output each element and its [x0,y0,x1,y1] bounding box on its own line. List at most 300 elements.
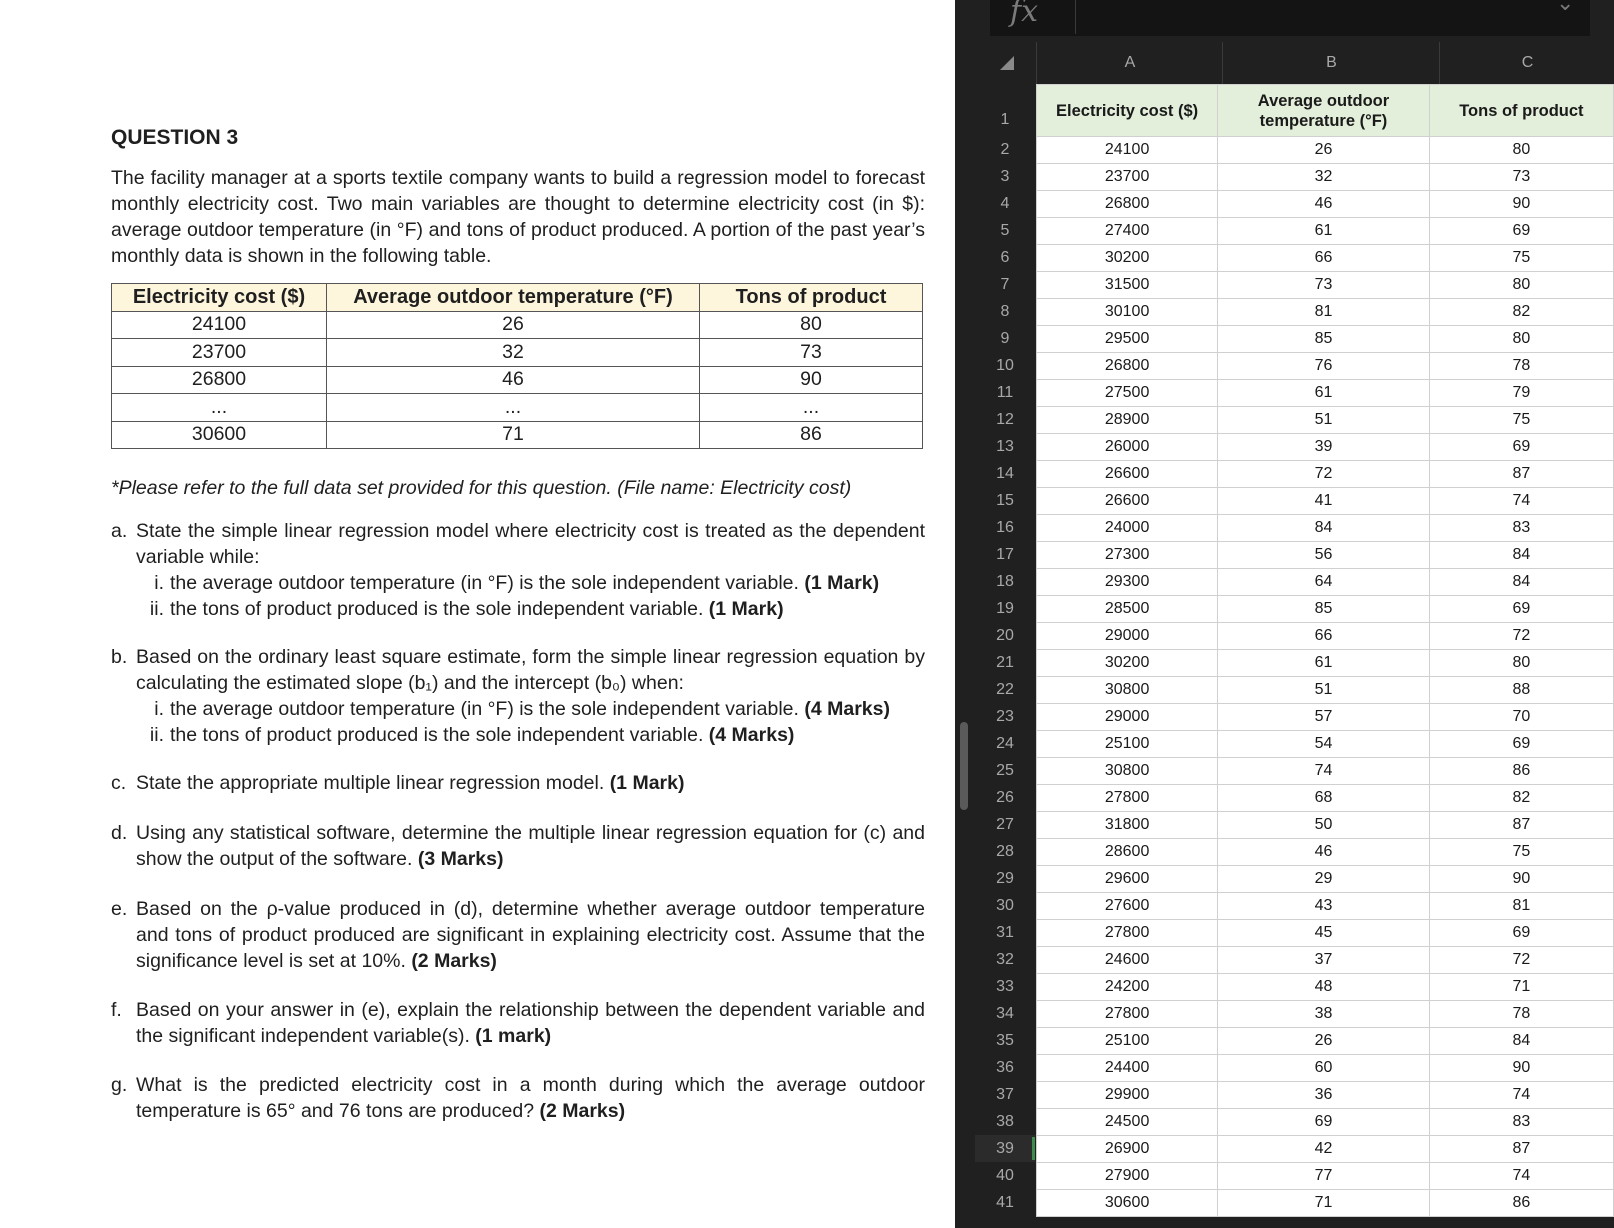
grid-cell[interactable]: 26900 [1037,1136,1218,1163]
row-header[interactable]: 26 [996,789,1014,806]
grid-row[interactable] [1037,920,1614,947]
grid-cell[interactable]: 30200 [1037,245,1218,272]
grid-cell[interactable]: 24600 [1037,947,1218,974]
part-text-body: Based on your answer in (e), explain the relationship between the dependent variable and the significant independent variable(s). [136,999,925,1047]
row-header[interactable]: 7 [1000,276,1010,293]
grid-cell[interactable]: 29900 [1037,1082,1218,1109]
sample-table-row [112,421,923,449]
sample-table-cell: 30600 [112,421,327,449]
grid-cell[interactable]: 29 [1218,866,1430,893]
formula-bar[interactable] [990,0,1590,36]
grid-header-cell-electricity[interactable]: Electricity cost ($) [1037,85,1218,137]
vertical-scrollbar[interactable] [960,722,968,810]
grid-cell[interactable]: 26800 [1037,191,1218,218]
grid-cell[interactable]: 61 [1218,380,1430,407]
subpart-label: i. [154,572,164,594]
grid-cell[interactable]: 30200 [1037,650,1218,677]
row-header[interactable]: 17 [996,546,1014,563]
column-header-b[interactable]: B [1222,42,1440,84]
grid-cell[interactable]: 27600 [1037,893,1218,920]
row-header[interactable]: 4 [1000,195,1010,212]
grid-cell[interactable]: 66 [1218,623,1430,650]
grid-row[interactable] [1037,731,1614,758]
grid-cell[interactable]: 74 [1429,1163,1613,1190]
part-label: c. [111,772,127,794]
grid-cell[interactable]: 27400 [1037,218,1218,245]
grid-cell[interactable]: 27500 [1037,380,1218,407]
grid-cell[interactable]: 27900 [1037,1163,1218,1190]
row-header[interactable]: 41 [996,1194,1014,1211]
grid-cell[interactable]: 69 [1429,731,1613,758]
part-row [111,518,925,570]
subpart-row [111,596,925,622]
question-intro: The facility manager at a sports textile company wants to build a regression model to forecast monthly electricity cost. Two main variables are thought to determine electricity cost (in $): average outdoor temperature (in °F) and tons of product produced. A portion of the past year’s monthly data is shown in the following table. [111,167,925,267]
part-row [111,896,925,974]
grid-row[interactable] [1037,1055,1614,1082]
grid-cell[interactable]: 88 [1429,677,1613,704]
subpart-text [164,696,925,722]
sample-table-header-row [112,284,923,312]
grid-cell[interactable]: 84 [1429,542,1613,569]
grid-cell[interactable]: 80 [1429,272,1613,299]
grid-row[interactable] [1037,191,1614,218]
part-label: a. [111,520,128,542]
grid-cell[interactable]: 69 [1218,1109,1430,1136]
row-header[interactable]: 29 [996,870,1014,887]
grid-cell[interactable]: 82 [1429,299,1613,326]
grid-cell[interactable]: 72 [1429,623,1613,650]
row-header[interactable]: 16 [996,519,1014,536]
dataset-note: *Please refer to the full data set provided for this question. (File name: Electricity cost) [111,477,852,499]
subpart-text-body: the average outdoor temperature (in °F) is the sole independent variable. [170,698,799,720]
grid-row[interactable] [1037,137,1614,164]
row-header[interactable]: 15 [996,492,1014,509]
part-label: g. [111,1074,128,1096]
grid-cell[interactable]: 26 [1218,1028,1430,1055]
grid-cell[interactable]: 60 [1218,1055,1430,1082]
row-header[interactable]: 36 [996,1059,1014,1076]
row-header[interactable]: 6 [1000,249,1010,266]
grid-cell[interactable]: 38 [1218,1001,1430,1028]
question-part [111,644,925,748]
grid-cell[interactable]: 46 [1218,839,1430,866]
grid-row[interactable] [1037,569,1614,596]
part-marks: (2 Marks) [411,950,497,972]
grid-row[interactable] [1037,1028,1614,1055]
row-header[interactable]: 14 [996,465,1014,482]
row-headers [975,84,1035,1216]
grid-row[interactable] [1037,299,1614,326]
grid-cell[interactable]: 31800 [1037,812,1218,839]
grid-row[interactable] [1037,542,1614,569]
part-text [136,820,925,872]
grid-cell[interactable]: 81 [1429,893,1613,920]
part-label: d. [111,822,128,844]
grid-cell[interactable]: 87 [1429,812,1613,839]
grid-cell[interactable]: 90 [1429,1055,1613,1082]
sample-table-row [112,339,923,367]
grid-cell[interactable]: 68 [1218,785,1430,812]
sample-table-cell: 32 [327,339,700,367]
grid-row[interactable] [1037,1001,1614,1028]
part-text-body: What is the predicted electricity cost in a month during which the average outdoor temperature is 65° and 76 tons are produced? [136,1074,925,1122]
grid-cell[interactable]: 84 [1429,1028,1613,1055]
grid-cell[interactable]: 75 [1429,839,1613,866]
row-header[interactable]: 37 [996,1086,1014,1103]
grid-row[interactable] [1037,353,1614,380]
grid-row[interactable] [1037,704,1614,731]
grid-cell[interactable]: 28900 [1037,407,1218,434]
grid-cell[interactable]: 26 [1218,137,1430,164]
sample-data-table [111,283,923,449]
grid-cell[interactable]: 86 [1429,758,1613,785]
row-header[interactable]: 33 [996,978,1014,995]
grid-cell[interactable]: 82 [1429,785,1613,812]
grid-cell[interactable]: 26000 [1037,434,1218,461]
part-marks: (2 Marks) [539,1100,626,1122]
grid-cell[interactable]: 31500 [1037,272,1218,299]
row-header[interactable]: 40 [996,1167,1014,1184]
row-header[interactable]: 11 [996,384,1014,401]
grid-cell[interactable]: 74 [1429,488,1613,515]
part-text [136,1072,925,1124]
grid-row[interactable] [1037,650,1614,677]
grid-cell[interactable]: 30100 [1037,299,1218,326]
grid-cell[interactable]: 81 [1218,299,1430,326]
question-part [111,820,925,872]
row-header[interactable]: 34 [996,1005,1014,1022]
grid-cell[interactable]: 69 [1429,434,1613,461]
grid-row[interactable] [1037,1082,1614,1109]
grid-cell[interactable]: 69 [1429,218,1613,245]
grid-cell[interactable]: 61 [1218,218,1430,245]
grid-cell[interactable]: 75 [1429,407,1613,434]
sample-table-row [112,366,923,394]
chevron-down-icon[interactable]: ⌄ [1556,0,1575,15]
part-label: e. [111,898,128,920]
subpart-text [164,596,925,622]
grid-row[interactable] [1037,758,1614,785]
grid-cell[interactable]: 71 [1218,1190,1430,1217]
grid-row[interactable] [1037,1136,1614,1163]
grid-cell[interactable]: 29600 [1037,866,1218,893]
subpart-marks: (1 Mark) [708,598,784,620]
grid-row[interactable] [1037,434,1614,461]
grid-cell[interactable]: 46 [1218,191,1430,218]
grid-row[interactable] [1037,785,1614,812]
question-part [111,896,925,974]
grid-cell[interactable]: 27300 [1037,542,1218,569]
grid-row[interactable] [1037,515,1614,542]
grid-row[interactable] [1037,461,1614,488]
grid-cell[interactable]: 25100 [1037,1028,1218,1055]
part-text-body: Based on the ρ-value produced in (d), determine whether average outdoor temperature and tons of product produced are significant in explaining electricity cost. Assume that the significance level is set at 10%. [136,898,925,972]
grid-cell[interactable]: 28600 [1037,839,1218,866]
grid-cell[interactable]: 70 [1429,704,1613,731]
grid-cell[interactable]: 80 [1429,137,1613,164]
row-header[interactable]: 9 [1000,330,1010,347]
grid-row[interactable] [1037,623,1614,650]
grid-row[interactable] [1037,1190,1614,1217]
row-header[interactable]: 18 [996,573,1014,590]
part-row [111,1072,925,1124]
sample-header-electricity: Electricity cost ($) [112,284,327,312]
fx-icon[interactable]: fx [1010,0,1039,29]
row-header[interactable]: 8 [1000,303,1010,320]
grid-cell[interactable]: 74 [1218,758,1430,785]
grid-cell[interactable]: 26800 [1037,353,1218,380]
sample-table-cell: ... [327,394,700,422]
grid-row[interactable] [1037,1109,1614,1136]
sample-header-tons: Tons of product [700,284,923,312]
grid-cell[interactable]: 25100 [1037,731,1218,758]
sample-table-cell: 24100 [112,311,327,339]
grid-cell[interactable]: 64 [1218,569,1430,596]
grid-row[interactable] [1037,839,1614,866]
grid-cell[interactable]: 85 [1218,596,1430,623]
grid-cell[interactable]: 87 [1429,461,1613,488]
subpart-text-body: the tons of product produced is the sole independent variable. [170,598,704,620]
grid-cell[interactable]: 29500 [1037,326,1218,353]
grid-cell[interactable]: 56 [1218,542,1430,569]
grid-header-cell-temperature[interactable]: Average outdoor temperature (°F) [1218,85,1430,137]
grid-cell[interactable]: 78 [1429,353,1613,380]
grid-cell[interactable]: 90 [1429,191,1613,218]
subpart-row [111,696,925,722]
grid-cell[interactable]: 37 [1218,947,1430,974]
grid-cell[interactable]: 41 [1218,488,1430,515]
grid-cell[interactable]: 79 [1429,380,1613,407]
row-header[interactable]: 22 [996,681,1014,698]
grid-cell[interactable]: 84 [1218,515,1430,542]
row-header[interactable]: 31 [996,924,1014,941]
grid-cell[interactable]: 71 [1429,974,1613,1001]
grid-row[interactable] [1037,164,1614,191]
row-header[interactable]: 25 [996,762,1014,779]
sample-table-row [112,394,923,422]
grid-cell[interactable]: 36 [1218,1082,1430,1109]
row-header[interactable]: 30 [996,897,1014,914]
row-header[interactable]: 20 [996,627,1014,644]
sample-header-temperature: Average outdoor temperature (°F) [327,284,700,312]
grid-cell[interactable]: 26600 [1037,488,1218,515]
part-row [111,820,925,872]
grid-cell[interactable]: 73 [1218,272,1430,299]
row-header[interactable]: 28 [996,843,1014,860]
grid-cell[interactable]: 69 [1429,596,1613,623]
sample-table-cell: 73 [700,339,923,367]
question-part [111,997,925,1049]
row-header[interactable]: 19 [996,600,1014,617]
grid-cell[interactable]: 75 [1429,245,1613,272]
grid-row[interactable] [1037,866,1614,893]
grid-row[interactable] [1037,947,1614,974]
part-text [136,518,925,570]
part-text [136,644,925,696]
grid-cell[interactable]: 32 [1218,164,1430,191]
subpart-text [164,722,925,748]
sample-table-cell: 80 [700,311,923,339]
row-header[interactable]: 1 [1000,111,1010,128]
row-header[interactable]: 13 [996,438,1014,455]
row-header[interactable]: 12 [996,411,1014,428]
grid-cell[interactable]: 54 [1218,731,1430,758]
sample-table-row [112,311,923,339]
grid-row[interactable] [1037,245,1614,272]
sample-table-cell: 86 [700,421,923,449]
grid-cell[interactable]: 69 [1429,920,1613,947]
grid-row[interactable] [1037,488,1614,515]
grid-cell[interactable]: 27800 [1037,785,1218,812]
row-header[interactable]: 21 [996,654,1014,671]
grid-cell[interactable]: 90 [1429,866,1613,893]
grid-cell[interactable]: 29000 [1037,704,1218,731]
part-text [136,896,925,974]
part-row [111,644,925,696]
subpart-marks: (1 Mark) [804,572,880,594]
grid-row[interactable] [1037,1163,1614,1190]
grid-cell[interactable]: 66 [1218,245,1430,272]
subpart-marks: (4 Marks) [804,698,890,720]
grid-cell[interactable]: 23700 [1037,164,1218,191]
question-title: QUESTION 3 [111,126,239,149]
sample-table-cell: 90 [700,366,923,394]
part-marks: (1 Mark) [609,772,685,794]
subpart-label: i. [154,698,164,720]
grid-row[interactable] [1037,272,1614,299]
subpart-row [111,722,925,748]
grid-cell[interactable]: 28500 [1037,596,1218,623]
grid-cell[interactable]: 80 [1429,650,1613,677]
grid-header-row[interactable] [1037,85,1614,137]
subpart-text [164,570,925,596]
row-header[interactable]: 38 [996,1113,1014,1130]
part-text-body: Using any statistical software, determine the multiple linear regression equation for (c) and show the output of the software. [136,822,925,870]
row-header[interactable]: 27 [996,816,1014,833]
grid-cell[interactable]: 84 [1429,569,1613,596]
grid-cell[interactable]: 30800 [1037,758,1218,785]
column-header-c[interactable]: C [1439,42,1614,84]
part-marks: (3 Marks) [417,848,504,870]
grid-cell[interactable]: 51 [1218,407,1430,434]
grid-cell[interactable]: 29300 [1037,569,1218,596]
part-text-body: State the simple linear regression model where electricity cost is treated as the dependent variable while: [136,520,925,568]
grid-cell[interactable]: 73 [1429,164,1613,191]
grid-cell[interactable]: 72 [1429,947,1613,974]
grid-cell[interactable]: 86 [1429,1190,1613,1217]
subpart-text-body: the tons of product produced is the sole independent variable. [170,724,704,746]
sample-table-cell: ... [700,394,923,422]
part-text-body: Based on the ordinary least square estimate, form the simple linear regression equation by calculating the estimated slope (b₁) and the intercept (b₀) when: [136,646,925,694]
subpart-text-body: the average outdoor temperature (in °F) is the sole independent variable. [170,572,799,594]
grid-row[interactable] [1037,596,1614,623]
row-header[interactable]: 10 [996,357,1014,374]
grid-row[interactable] [1037,677,1614,704]
grid-cell[interactable]: 85 [1218,326,1430,353]
column-header-a[interactable]: A [1036,42,1223,84]
grid-row[interactable] [1037,326,1614,353]
grid-cell[interactable]: 57 [1218,704,1430,731]
grid-cell[interactable]: 43 [1218,893,1430,920]
subpart-label: ii. [149,598,164,620]
grid-cell[interactable]: 30600 [1037,1190,1218,1217]
grid-cell[interactable]: 83 [1429,515,1613,542]
grid-row[interactable] [1037,407,1614,434]
row-header[interactable]: 5 [1000,222,1010,239]
row-header[interactable]: 39 [975,1135,1035,1162]
select-all-icon [1000,56,1014,70]
formula-bar-separator [1075,0,1076,34]
grid-cell[interactable]: 26600 [1037,461,1218,488]
grid-row[interactable] [1037,380,1614,407]
grid-header-cell-tons[interactable]: Tons of product [1429,85,1613,137]
grid-cell[interactable]: 83 [1429,1109,1613,1136]
sample-table-body [112,311,923,449]
part-text [136,997,925,1049]
part-marks: (1 mark) [475,1025,552,1047]
grid-row[interactable] [1037,812,1614,839]
grid-cell[interactable]: 72 [1218,461,1430,488]
question-part [111,518,925,622]
grid-cell[interactable]: 45 [1218,920,1430,947]
part-text [136,770,925,796]
row-header[interactable]: 24 [996,735,1014,752]
sample-table-cell: 26 [327,311,700,339]
grid-cell[interactable]: 24500 [1037,1109,1218,1136]
sample-table-cell: 71 [327,421,700,449]
grid-cell[interactable]: 76 [1218,353,1430,380]
row-header[interactable]: 35 [996,1032,1014,1049]
grid-cell[interactable]: 24400 [1037,1055,1218,1082]
grid-row[interactable] [1037,218,1614,245]
sample-table-cell: 26800 [112,366,327,394]
grid-row[interactable] [1037,974,1614,1001]
part-row [111,770,925,796]
grid-cell[interactable]: 42 [1218,1136,1430,1163]
grid-cell[interactable]: 51 [1218,677,1430,704]
grid-cell[interactable]: 80 [1429,326,1613,353]
grid-cell[interactable]: 24200 [1037,974,1218,1001]
spreadsheet-grid[interactable] [1036,84,1614,1217]
grid-cell[interactable]: 78 [1429,1001,1613,1028]
part-text-body: State the appropriate multiple linear regression model. [136,772,605,794]
sample-table-cell: 23700 [112,339,327,367]
subpart-label: ii. [149,724,164,746]
row-header[interactable]: 3 [1000,168,1010,185]
grid-cell[interactable]: 27800 [1037,920,1218,947]
grid-cell[interactable]: 50 [1218,812,1430,839]
grid-row[interactable] [1037,893,1614,920]
grid-cell[interactable]: 24000 [1037,515,1218,542]
grid-cell[interactable]: 29000 [1037,623,1218,650]
grid-cell[interactable]: 27800 [1037,1001,1218,1028]
grid-cell[interactable]: 87 [1429,1136,1613,1163]
row-header[interactable]: 32 [996,951,1014,968]
subpart-row [111,570,925,596]
grid-cell[interactable]: 30800 [1037,677,1218,704]
part-label: b. [111,646,128,668]
row-header[interactable]: 2 [1000,141,1010,158]
row-header[interactable]: 23 [996,708,1014,725]
grid-cell[interactable]: 74 [1429,1082,1613,1109]
grid-cell[interactable]: 24100 [1037,137,1218,164]
grid-cell[interactable]: 39 [1218,434,1430,461]
grid-cell[interactable]: 61 [1218,650,1430,677]
part-label: f. [111,999,122,1021]
question-part [111,770,925,796]
grid-cell[interactable]: 77 [1218,1163,1430,1190]
grid-cell[interactable]: 48 [1218,974,1430,1001]
